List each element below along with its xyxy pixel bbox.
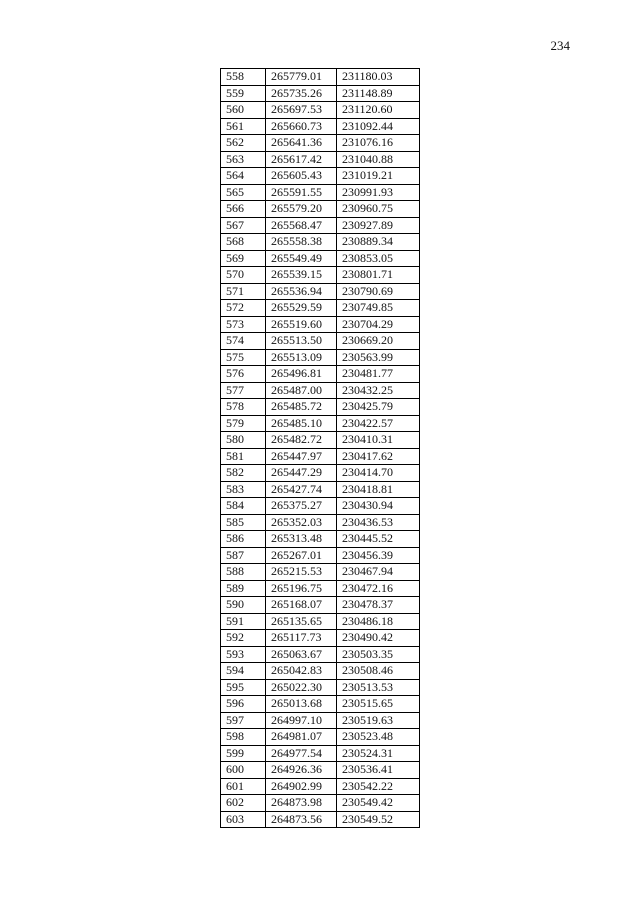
y-coordinate-cell: 230508.46	[337, 663, 420, 680]
y-coordinate-cell: 231076.16	[337, 135, 420, 152]
table-row	[221, 316, 420, 333]
y-coordinate-cell: 230418.81	[337, 481, 420, 498]
y-coordinate-cell: 230790.69	[337, 283, 420, 300]
x-coordinate-cell: 265196.75	[266, 580, 337, 597]
x-coordinate-cell: 265735.26	[266, 85, 337, 102]
y-coordinate-cell: 230503.35	[337, 646, 420, 663]
x-coordinate-cell: 265539.15	[266, 267, 337, 284]
table-row	[221, 69, 420, 86]
x-coordinate-cell: 264997.10	[266, 712, 337, 729]
y-coordinate-cell: 230927.89	[337, 217, 420, 234]
x-coordinate-cell: 265519.60	[266, 316, 337, 333]
table-row	[221, 481, 420, 498]
x-coordinate-cell: 265697.53	[266, 102, 337, 119]
y-coordinate-cell: 231092.44	[337, 118, 420, 135]
point-number-cell: 596	[221, 696, 266, 713]
y-coordinate-cell: 230542.22	[337, 778, 420, 795]
y-coordinate-cell: 230523.48	[337, 729, 420, 746]
y-coordinate-cell: 230549.52	[337, 811, 420, 828]
x-coordinate-cell: 265641.36	[266, 135, 337, 152]
y-coordinate-cell: 230704.29	[337, 316, 420, 333]
point-number-cell: 574	[221, 333, 266, 350]
x-coordinate-cell: 265660.73	[266, 118, 337, 135]
table-row	[221, 250, 420, 267]
point-number-cell: 582	[221, 465, 266, 482]
point-number-cell: 590	[221, 597, 266, 614]
x-coordinate-cell: 265447.29	[266, 465, 337, 482]
point-number-cell: 570	[221, 267, 266, 284]
table-row	[221, 201, 420, 218]
x-coordinate-cell: 264926.36	[266, 762, 337, 779]
x-coordinate-cell: 265215.53	[266, 564, 337, 581]
x-coordinate-cell: 265063.67	[266, 646, 337, 663]
point-number-cell: 558	[221, 69, 266, 86]
point-number-cell: 577	[221, 382, 266, 399]
table-row	[221, 547, 420, 564]
y-coordinate-cell: 230801.71	[337, 267, 420, 284]
table-row	[221, 102, 420, 119]
point-number-cell: 581	[221, 448, 266, 465]
x-coordinate-cell: 265022.30	[266, 679, 337, 696]
table-row	[221, 745, 420, 762]
x-coordinate-cell: 265117.73	[266, 630, 337, 647]
point-number-cell: 583	[221, 481, 266, 498]
x-coordinate-cell: 264902.99	[266, 778, 337, 795]
table-row	[221, 712, 420, 729]
point-number-cell: 566	[221, 201, 266, 218]
x-coordinate-cell: 264873.56	[266, 811, 337, 828]
point-number-cell: 592	[221, 630, 266, 647]
point-number-cell: 571	[221, 283, 266, 300]
x-coordinate-cell: 265558.38	[266, 234, 337, 251]
y-coordinate-cell: 230669.20	[337, 333, 420, 350]
point-number-cell: 562	[221, 135, 266, 152]
x-coordinate-cell: 265579.20	[266, 201, 337, 218]
point-number-cell: 587	[221, 547, 266, 564]
y-coordinate-cell: 230410.31	[337, 432, 420, 449]
table-row	[221, 300, 420, 317]
y-coordinate-cell: 231148.89	[337, 85, 420, 102]
table-row	[221, 399, 420, 416]
point-number-cell: 600	[221, 762, 266, 779]
y-coordinate-cell: 230536.41	[337, 762, 420, 779]
y-coordinate-cell: 230422.57	[337, 415, 420, 432]
table-row	[221, 168, 420, 185]
y-coordinate-cell: 230425.79	[337, 399, 420, 416]
table-row	[221, 613, 420, 630]
y-coordinate-cell: 230414.70	[337, 465, 420, 482]
table-row	[221, 580, 420, 597]
table-row	[221, 118, 420, 135]
table-row	[221, 349, 420, 366]
table-row	[221, 366, 420, 383]
table-row	[221, 679, 420, 696]
table-row	[221, 267, 420, 284]
point-number-cell: 580	[221, 432, 266, 449]
table-row	[221, 564, 420, 581]
table-row	[221, 795, 420, 812]
point-number-cell: 598	[221, 729, 266, 746]
point-number-cell: 584	[221, 498, 266, 515]
table-row	[221, 696, 420, 713]
point-number-cell: 597	[221, 712, 266, 729]
x-coordinate-cell: 265485.10	[266, 415, 337, 432]
y-coordinate-cell: 230430.94	[337, 498, 420, 515]
point-number-cell: 564	[221, 168, 266, 185]
y-coordinate-cell: 230490.42	[337, 630, 420, 647]
point-number-cell: 576	[221, 366, 266, 383]
x-coordinate-cell: 265168.07	[266, 597, 337, 614]
x-coordinate-cell: 265549.49	[266, 250, 337, 267]
y-coordinate-cell: 230519.63	[337, 712, 420, 729]
x-coordinate-cell: 265135.65	[266, 613, 337, 630]
table-row	[221, 630, 420, 647]
x-coordinate-cell: 265267.01	[266, 547, 337, 564]
y-coordinate-cell: 230417.62	[337, 448, 420, 465]
point-number-cell: 599	[221, 745, 266, 762]
x-coordinate-cell: 265313.48	[266, 531, 337, 548]
point-number-cell: 603	[221, 811, 266, 828]
point-number-cell: 568	[221, 234, 266, 251]
x-coordinate-cell: 265779.01	[266, 69, 337, 86]
x-coordinate-cell: 265605.43	[266, 168, 337, 185]
page-number: 234	[550, 38, 570, 53]
y-coordinate-cell: 231180.03	[337, 69, 420, 86]
y-coordinate-cell: 231040.88	[337, 151, 420, 168]
y-coordinate-cell: 230436.53	[337, 514, 420, 531]
point-number-cell: 586	[221, 531, 266, 548]
table-row	[221, 729, 420, 746]
coordinates-table	[220, 68, 420, 828]
point-number-cell: 575	[221, 349, 266, 366]
table-row	[221, 778, 420, 795]
x-coordinate-cell: 264977.54	[266, 745, 337, 762]
point-number-cell: 569	[221, 250, 266, 267]
x-coordinate-cell: 264873.98	[266, 795, 337, 812]
table-body	[221, 69, 420, 828]
point-number-cell: 565	[221, 184, 266, 201]
point-number-cell: 567	[221, 217, 266, 234]
table-row	[221, 333, 420, 350]
point-number-cell: 559	[221, 85, 266, 102]
x-coordinate-cell: 265352.03	[266, 514, 337, 531]
point-number-cell: 588	[221, 564, 266, 581]
x-coordinate-cell: 265375.27	[266, 498, 337, 515]
y-coordinate-cell: 230889.34	[337, 234, 420, 251]
x-coordinate-cell: 265568.47	[266, 217, 337, 234]
x-coordinate-cell: 265447.97	[266, 448, 337, 465]
point-number-cell: 579	[221, 415, 266, 432]
table-row	[221, 465, 420, 482]
x-coordinate-cell: 265513.50	[266, 333, 337, 350]
y-coordinate-cell: 230467.94	[337, 564, 420, 581]
point-number-cell: 563	[221, 151, 266, 168]
y-coordinate-cell: 230524.31	[337, 745, 420, 762]
table-row	[221, 415, 420, 432]
table-row	[221, 448, 420, 465]
table-row	[221, 217, 420, 234]
y-coordinate-cell: 230456.39	[337, 547, 420, 564]
x-coordinate-cell: 265529.59	[266, 300, 337, 317]
table-row	[221, 762, 420, 779]
table-row	[221, 811, 420, 828]
point-number-cell: 594	[221, 663, 266, 680]
y-coordinate-cell: 230549.42	[337, 795, 420, 812]
y-coordinate-cell: 230960.75	[337, 201, 420, 218]
x-coordinate-cell: 265042.83	[266, 663, 337, 680]
x-coordinate-cell: 265485.72	[266, 399, 337, 416]
table-row	[221, 498, 420, 515]
x-coordinate-cell: 265482.72	[266, 432, 337, 449]
table-row	[221, 283, 420, 300]
table-row	[221, 646, 420, 663]
table-row	[221, 151, 420, 168]
x-coordinate-cell: 265013.68	[266, 696, 337, 713]
table-row	[221, 597, 420, 614]
y-coordinate-cell: 230432.25	[337, 382, 420, 399]
table-row	[221, 531, 420, 548]
point-number-cell: 573	[221, 316, 266, 333]
y-coordinate-cell: 230853.05	[337, 250, 420, 267]
table-row	[221, 382, 420, 399]
x-coordinate-cell: 265513.09	[266, 349, 337, 366]
point-number-cell: 595	[221, 679, 266, 696]
point-number-cell: 602	[221, 795, 266, 812]
point-number-cell: 561	[221, 118, 266, 135]
table-row	[221, 234, 420, 251]
table-row	[221, 85, 420, 102]
y-coordinate-cell: 230563.99	[337, 349, 420, 366]
y-coordinate-cell: 230478.37	[337, 597, 420, 614]
y-coordinate-cell: 230445.52	[337, 531, 420, 548]
x-coordinate-cell: 265591.55	[266, 184, 337, 201]
point-number-cell: 591	[221, 613, 266, 630]
y-coordinate-cell: 230486.18	[337, 613, 420, 630]
x-coordinate-cell: 265487.00	[266, 382, 337, 399]
point-number-cell: 578	[221, 399, 266, 416]
x-coordinate-cell: 265496.81	[266, 366, 337, 383]
table-row	[221, 135, 420, 152]
x-coordinate-cell: 265617.42	[266, 151, 337, 168]
y-coordinate-cell: 231019.21	[337, 168, 420, 185]
point-number-cell: 560	[221, 102, 266, 119]
point-number-cell: 572	[221, 300, 266, 317]
table-row	[221, 663, 420, 680]
y-coordinate-cell: 231120.60	[337, 102, 420, 119]
y-coordinate-cell: 230481.77	[337, 366, 420, 383]
y-coordinate-cell: 230513.53	[337, 679, 420, 696]
y-coordinate-cell: 230472.16	[337, 580, 420, 597]
y-coordinate-cell: 230749.85	[337, 300, 420, 317]
table-row	[221, 432, 420, 449]
point-number-cell: 601	[221, 778, 266, 795]
x-coordinate-cell: 264981.07	[266, 729, 337, 746]
point-number-cell: 589	[221, 580, 266, 597]
x-coordinate-cell: 265427.74	[266, 481, 337, 498]
point-number-cell: 593	[221, 646, 266, 663]
table-row	[221, 184, 420, 201]
table-row	[221, 514, 420, 531]
y-coordinate-cell: 230991.93	[337, 184, 420, 201]
point-number-cell: 585	[221, 514, 266, 531]
x-coordinate-cell: 265536.94	[266, 283, 337, 300]
y-coordinate-cell: 230515.65	[337, 696, 420, 713]
